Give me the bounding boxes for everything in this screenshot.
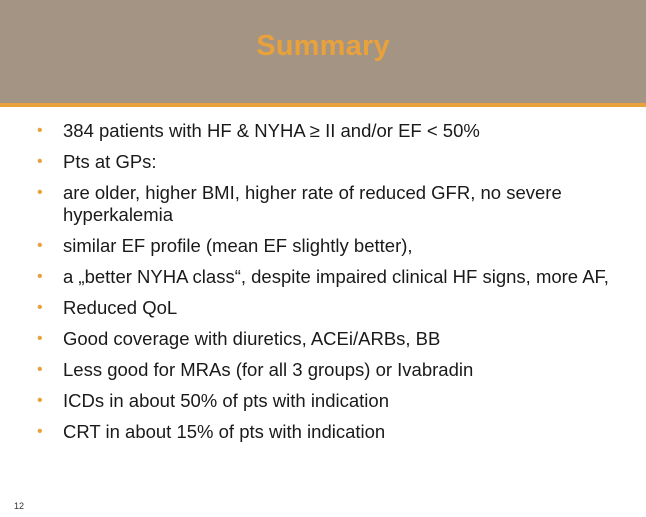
bullet-dot-icon: • [37, 299, 43, 316]
bullet-text: Reduced QoL [63, 297, 178, 318]
slide-title: Summary [256, 30, 390, 62]
bullet-text: similar EF profile (mean EF slightly better), [63, 235, 413, 256]
bullet-text: CRT in about 15% of pts with indication [63, 421, 386, 442]
bullet-dot-icon: • [37, 330, 43, 347]
bullet-text: are older, higher BMI, higher rate of reduced GFR, no severe hyperkalemia [63, 182, 562, 225]
bullet-item [36, 266, 626, 288]
bullet-item [36, 421, 626, 443]
bullet-text: a „better NYHA class“, despite impaired clinical HF signs, more AF, [63, 266, 609, 287]
bullet-text: Pts at GPs: [63, 151, 157, 172]
bullet-item [36, 328, 626, 350]
header-divider [0, 103, 646, 107]
bullet-dot-icon: • [37, 237, 43, 254]
header-band [0, 0, 646, 103]
bullet-dot-icon: • [37, 361, 43, 378]
bullet-item [36, 182, 626, 226]
bullet-list [36, 120, 626, 452]
bullet-text: 384 patients with HF & NYHA ≥ II and/or EF < 50% [63, 120, 480, 141]
page-number: 12 [14, 501, 25, 511]
bullet-text: Good coverage with diuretics, ACEi/ARBs, BB [63, 328, 441, 349]
bullet-dot-icon: • [37, 153, 43, 170]
bullet-item [36, 359, 626, 381]
bullet-item [36, 390, 626, 412]
bullet-dot-icon: • [37, 268, 43, 285]
bullet-text: ICDs in about 50% of pts with indication [63, 390, 389, 411]
bullet-dot-icon: • [37, 184, 43, 201]
bullet-item [36, 120, 626, 142]
bullet-dot-icon: • [37, 392, 43, 409]
bullet-dot-icon: • [37, 423, 43, 440]
bullet-dot-icon: • [37, 122, 43, 139]
bullet-item [36, 151, 626, 173]
bullet-item [36, 235, 626, 257]
bullet-text: Less good for MRAs (for all 3 groups) or Ivabradin [63, 359, 474, 380]
bullet-item [36, 297, 626, 319]
